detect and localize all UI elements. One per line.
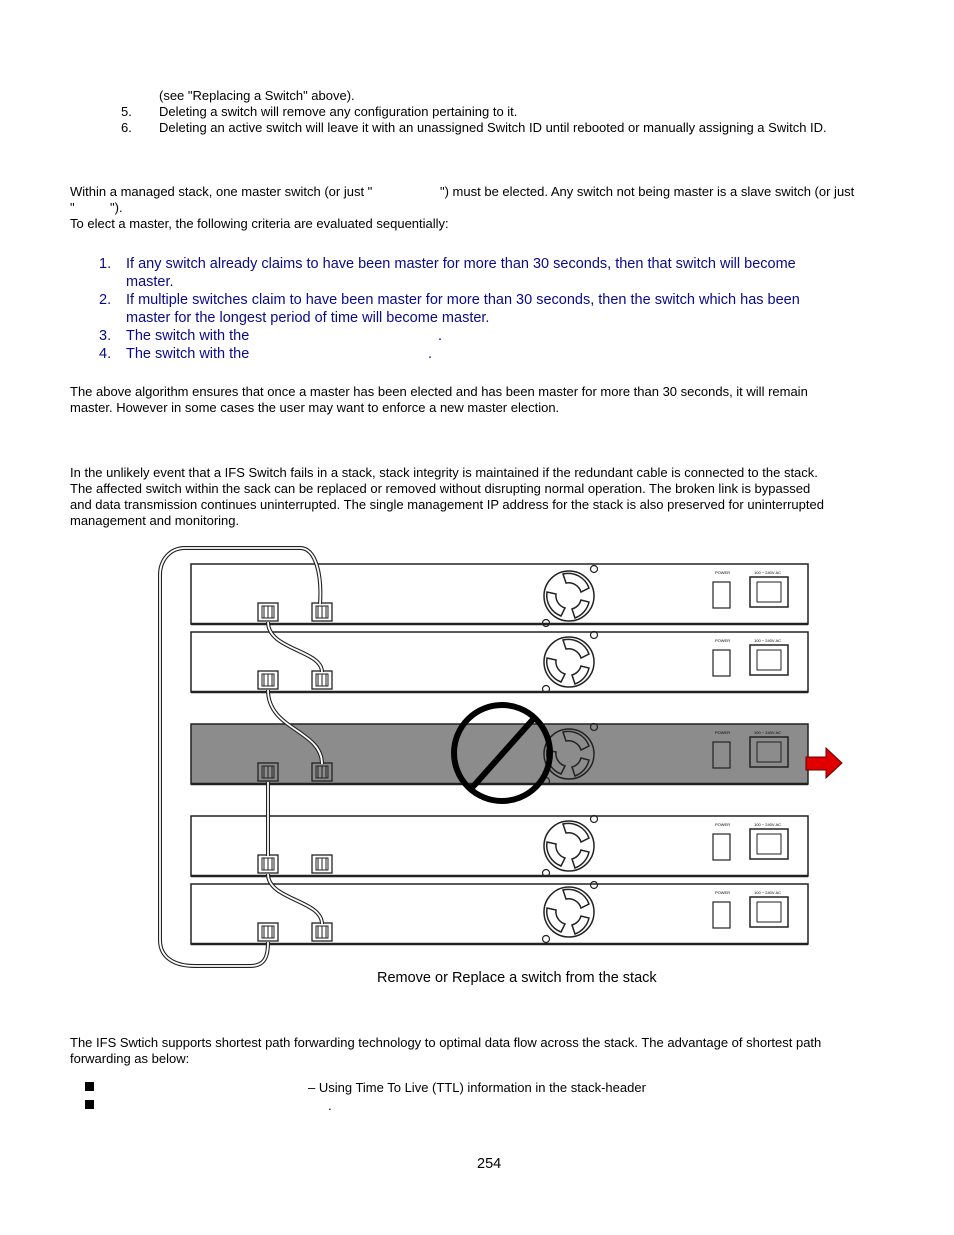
election-intro: To elect a master, the following criteria are evaluated sequentially: xyxy=(70,216,449,231)
criterion-2-line1: If multiple switches claim to have been master for more than 30 seconds, then the switch which has been xyxy=(126,292,800,308)
list-number-5: 5. xyxy=(121,104,132,119)
power-label-3: POWER xyxy=(715,730,731,735)
voltage-label-3: 100 ~ 240V AC xyxy=(754,730,782,735)
list-item-6: Deleting an active switch will leave it with an unassigned Switch ID until rebooted or manually assigning a Switch ID. xyxy=(159,120,827,135)
remove-arrow-icon xyxy=(806,748,842,778)
bullet-icon xyxy=(85,1100,94,1109)
page-number: 254 xyxy=(477,1156,502,1172)
bullet-icon xyxy=(85,1082,94,1091)
voltage-label-1: 100 ~ 240V AC xyxy=(754,570,782,575)
shortest-path-line2: forwarding as below: xyxy=(70,1051,190,1066)
list-item-5: Deleting a switch will remove any configuration pertaining to it. xyxy=(159,104,518,119)
election-text-d: "). xyxy=(110,200,123,215)
power-label-2: POWER xyxy=(715,638,731,643)
criterion-1-line1: If any switch already claims to have been master for more than 30 seconds, then that switch will become xyxy=(126,256,796,272)
failover-line1: In the unlikely event that a IFS Switch fails in a stack, stack integrity is maintained if the redundant cable is connected to the stack. xyxy=(70,465,818,480)
shortest-path-line1: The IFS Swtich supports shortest path forwarding technology to optimal data flow across the stack. The advantage of shortest path xyxy=(70,1035,822,1050)
failover-line3: and data transmission continues uninterrupted. The single management IP address for the stack is also preserved for uninterrupted xyxy=(70,497,824,512)
list-number-6: 6. xyxy=(121,120,132,135)
bullet-1-text: – Using Time To Live (TTL) information in the stack-header xyxy=(308,1080,646,1095)
failover-line4: management and monitoring. xyxy=(70,513,240,528)
election-text-c: " xyxy=(70,200,75,215)
criterion-3-tail: . xyxy=(438,328,443,344)
criterion-4-number: 4. xyxy=(99,346,112,362)
voltage-label-5: 100 ~ 240V AC xyxy=(754,890,782,895)
criterion-3-text: The switch with the xyxy=(126,328,250,344)
criterion-4-text: The switch with the xyxy=(126,346,250,362)
criterion-2-line2: master for the longest period of time will become master. xyxy=(126,310,490,326)
election-text-a: Within a managed stack, one master switch (or just " xyxy=(70,184,373,199)
bullet-2-text: . xyxy=(328,1098,332,1113)
algorithm-text-line2: master. However in some cases the user may want to enforce a new master election. xyxy=(70,400,560,415)
list-continuation: (see "Replacing a Switch" above). xyxy=(159,88,355,103)
criterion-1-number: 1. xyxy=(99,256,112,272)
algorithm-text-line1: The above algorithm ensures that once a master has been elected and has been master for more than 30 seconds, it will remain xyxy=(70,384,808,399)
voltage-label-4: 100 ~ 240V AC xyxy=(754,822,782,827)
criterion-4-tail: . xyxy=(428,346,433,362)
power-label-4: POWER xyxy=(715,822,731,827)
power-label-5: POWER xyxy=(715,890,731,895)
failover-line2: The affected switch within the sack can be replaced or removed without disrupting normal operation. The broken link is bypassed xyxy=(70,481,811,496)
criterion-2-number: 2. xyxy=(99,292,112,308)
figure-caption: Remove or Replace a switch from the stack xyxy=(377,970,657,986)
voltage-label-2: 100 ~ 240V AC xyxy=(754,638,782,643)
criterion-3-number: 3. xyxy=(99,328,112,344)
power-label-1: POWER xyxy=(715,570,731,575)
election-text-b: ") must be elected. Any switch not being master is a slave switch (or just xyxy=(440,184,855,199)
criterion-1-line2: master. xyxy=(126,274,174,290)
